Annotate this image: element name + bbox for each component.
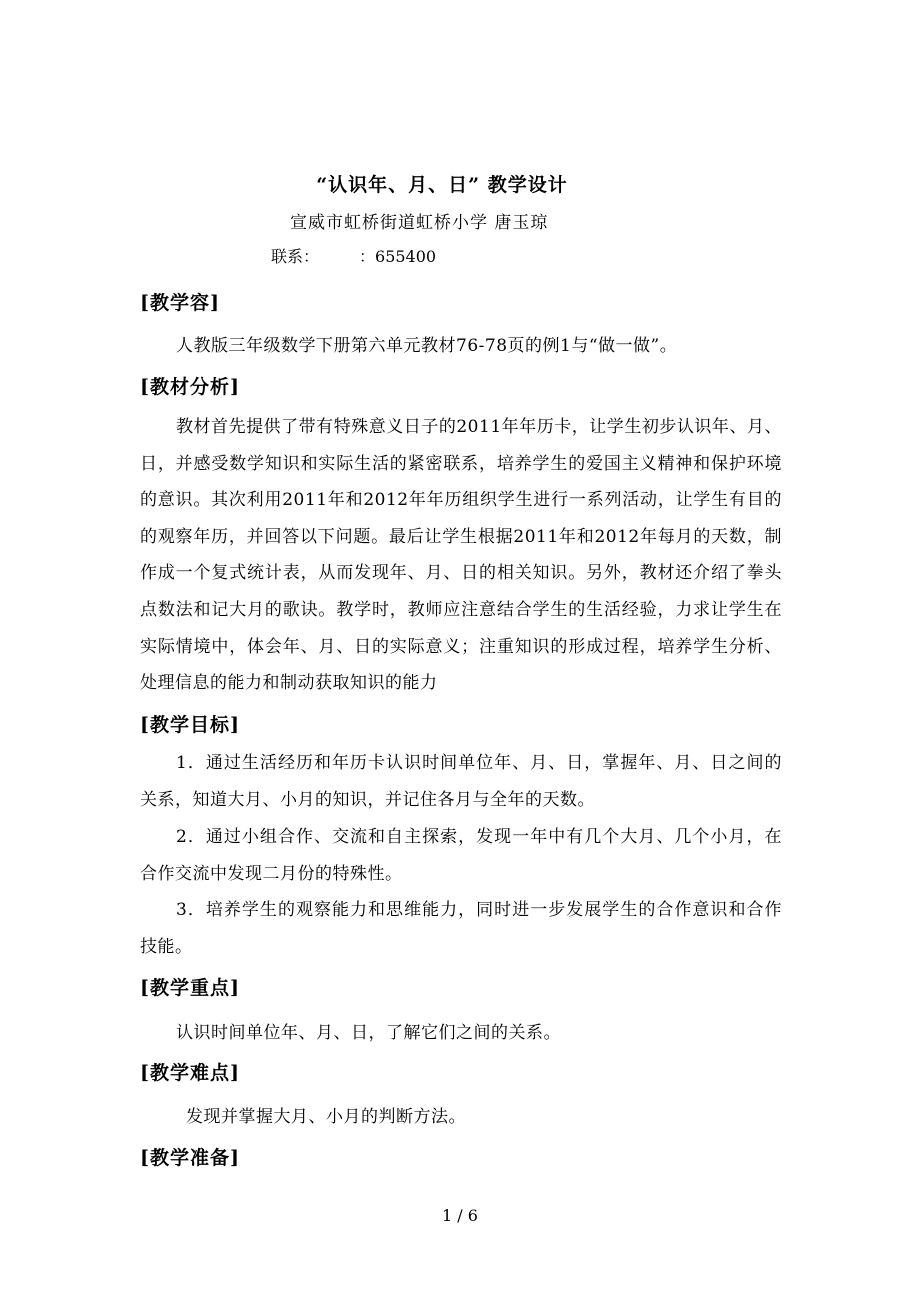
section-heading-analysis: [教材分析]: [140, 376, 240, 398]
contact-value: ：655400: [359, 247, 437, 266]
page-indicator: 1 / 6: [442, 1206, 478, 1225]
analysis-text: 教材首先提供了带有特殊意义日子的2011年年历卡，让学生初步认识年、月、日，并感受数学知识和实际生活的紧密联系，培养学生的爱国主义精神和保护环境的意识。其次利用2011年和2012年年历组织学生进行一系列活动，让学生有目的的观察年历，并回答以下问题。最后让学生根据2011年和2012年每月的天数，制作成一个复式统计表，从而发现年、月、日的相关知识。另外，教材还介绍了拳头点数法和记大月的歌诀。教学时，教师应注意结合学生的生活经验，力求让学生在实际情境中，体会年、月、日的实际意义；注重知识的形成过程，培养学生分析、处理信息的能力和制动获取知识的能力: [140, 417, 782, 694]
goal-item-2: 2．通过小组合作、交流和自主探索，发现一年中有几个大月、几个小月，在合作交流中发现二月份的特殊性。: [140, 827, 782, 884]
goal-item-3: 3．培养学生的观察能力和思维能力，同时进一步发展学生的合作意识和合作技能。: [140, 900, 782, 957]
content-text: 人教版三年级数学下册第六单元教材76-78页的例1与“做一做”。: [176, 336, 678, 356]
difficulties-text: 发现并掌握大月、小月的判断方法。: [186, 1107, 466, 1127]
goal-item-1: 1．通过生活经历和年历卡认识时间单位年、月、日，掌握年、月、日之间的关系，知道大月、小月的知识，并记住各月与全年的天数。: [140, 753, 782, 810]
section-heading-difficulties: [教学难点]: [140, 1062, 240, 1084]
contact-label: 联系：: [271, 247, 320, 266]
section-heading-goals: [教学目标]: [140, 714, 240, 736]
section-heading-key-points: [教学重点]: [140, 977, 240, 999]
key-points-text: 认识时间单位年、月、日，了解它们之间的关系。: [176, 1023, 561, 1043]
author-line: 宣威市虹桥街道虹桥小学 唐玉琼: [290, 213, 549, 233]
section-heading-content: [教学容]: [140, 292, 220, 314]
document-title: “认识年、月、日” 教学设计: [316, 174, 568, 196]
section-heading-preparation: [教学准备]: [140, 1147, 240, 1169]
contact-line: [271, 244, 436, 267]
